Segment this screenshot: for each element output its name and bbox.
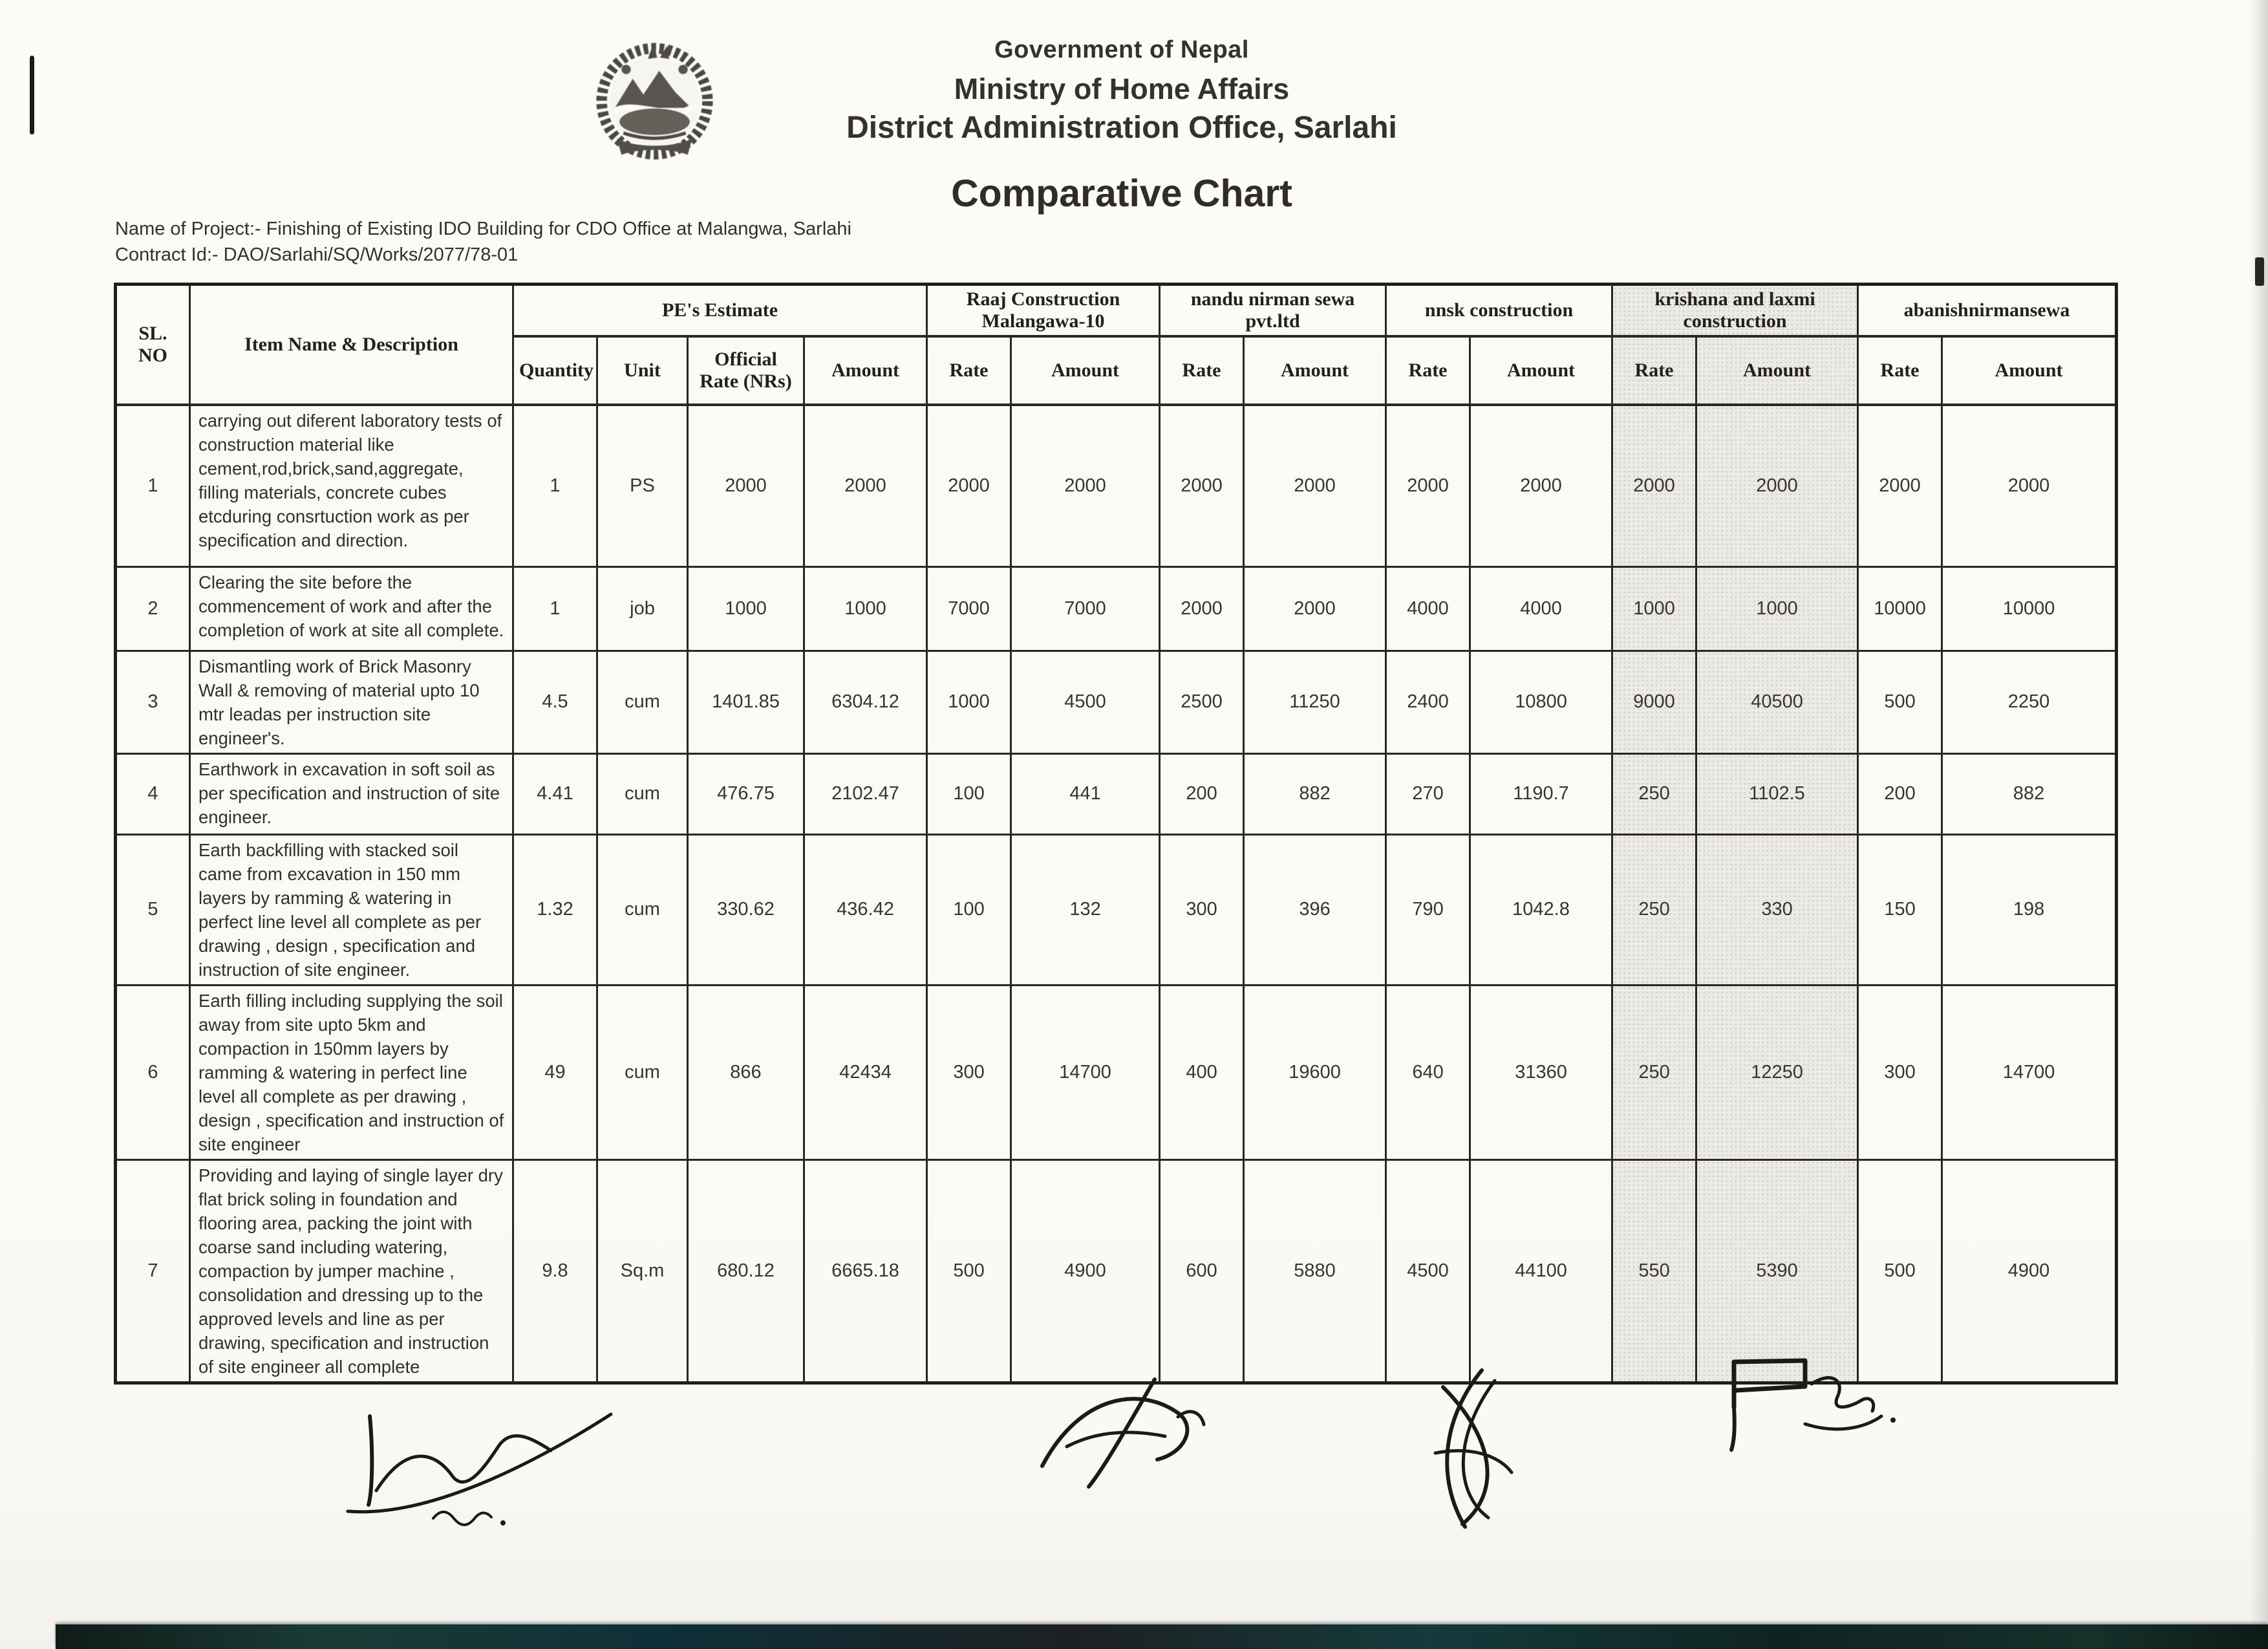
bidder-rate-cell: 250 (1612, 834, 1696, 985)
bidder-header-abanishnirmansewa: abanishnirmansewa (1858, 285, 2117, 337)
bidder-rate-cell: 600 (1160, 1159, 1244, 1383)
bidder-rate-cell: 1000 (1612, 566, 1696, 651)
bidder-amount-cell: 396 (1244, 834, 1386, 985)
bidder-rate-cell: 10000 (1858, 566, 1942, 651)
item-description-cell: Earth filling including supplying the soil away from site upto 5km and compaction in 150mm layers by ramming & watering in perfect line level all complete as per drawing , design , specification and instruction of site engineer (190, 985, 513, 1159)
item-description-cell: carrying out diferent laboratory tests of construction material like cement,rod,brick,sand,aggregate, filling materials, concrete cubes etcduring consrtuction work as per specification and direction. (190, 405, 513, 566)
unit-cell: cum (597, 985, 688, 1159)
comparative-chart-table (114, 283, 2118, 1385)
official-rate-cell: 680.12 (688, 1159, 804, 1383)
quantity-cell: 1 (513, 566, 597, 651)
signature-4 (1707, 1345, 1914, 1474)
bidder-rate-cell: 100 (927, 753, 1011, 834)
scan-artifact-mark (2255, 257, 2264, 286)
bidder-rate-cell: 500 (1858, 1159, 1942, 1383)
table-row (116, 405, 2117, 566)
bidder-amount-cell: 2000 (1696, 405, 1858, 566)
table-row (116, 566, 2117, 651)
bidder-rate-cell: 400 (1160, 985, 1244, 1159)
bidder-amount-cell: 10800 (1470, 651, 1612, 753)
sl-number-cell: 6 (116, 985, 190, 1159)
bidder-amount-cell: 2000 (1942, 405, 2117, 566)
bidder-rate-cell: 2000 (1612, 405, 1696, 566)
official-rate-cell: 330.62 (688, 834, 804, 985)
table-body (116, 405, 2117, 1383)
table-row (116, 985, 2117, 1159)
official-rate-cell: 476.75 (688, 753, 804, 834)
bidder-header-pe-estimate: PE's Estimate (513, 285, 927, 337)
bidder-amount-cell: 5390 (1696, 1159, 1858, 1383)
bidder-amount-cell: 4000 (1470, 566, 1612, 651)
bidder-rate-cell: 200 (1160, 753, 1244, 834)
bidder-amount-cell: 198 (1942, 834, 2117, 985)
quantity-cell: 1.32 (513, 834, 597, 985)
quantity-cell: 4.41 (513, 753, 597, 834)
item-description-cell: Earth backfilling with stacked soil came from excavation in 150 mm layers by ramming & watering in perfect line level all complete as per drawing , design , specification and instruction of site engineer. (190, 834, 513, 985)
col-header-rate: Rate (1858, 336, 1942, 405)
signature-1 (336, 1368, 621, 1529)
col-header-item: Item Name & Description (190, 285, 513, 405)
bidder-amount-cell: 40500 (1696, 651, 1858, 753)
bidder-amount-cell: 882 (1244, 753, 1386, 834)
item-description-cell: Clearing the site before the commencement of work and after the completion of work at site all complete. (190, 566, 513, 651)
bidder-rate-cell: 300 (1160, 834, 1244, 985)
amount-cell: 2102.47 (804, 753, 927, 834)
bidder-rate-cell: 4500 (1386, 1159, 1470, 1383)
bidder-amount-cell: 44100 (1470, 1159, 1612, 1383)
bidder-header-raaj-construction: Raaj Construction Malangawa-10 (927, 285, 1160, 337)
bidder-amount-cell: 2000 (1470, 405, 1612, 566)
bidder-rate-cell: 550 (1612, 1159, 1696, 1383)
bidder-rate-cell: 2500 (1160, 651, 1244, 753)
bidder-rate-cell: 270 (1386, 753, 1470, 834)
bidder-amount-cell: 441 (1011, 753, 1160, 834)
bidder-rate-cell: 2000 (1858, 405, 1942, 566)
col-header-amount: Amount (1244, 336, 1386, 405)
quantity-cell: 9.8 (513, 1159, 597, 1383)
bidder-rate-cell: 1000 (927, 651, 1011, 753)
bidder-amount-cell: 2000 (1011, 405, 1160, 566)
bidder-amount-cell: 14700 (1942, 985, 2117, 1159)
col-header-amount: Amount (1696, 336, 1858, 405)
sl-number-cell: 2 (116, 566, 190, 651)
ministry-line: Ministry of Home Affairs (954, 72, 1290, 105)
bidder-rate-cell: 300 (1858, 985, 1942, 1159)
quantity-cell: 4.5 (513, 651, 597, 753)
bidder-amount-cell: 132 (1011, 834, 1160, 985)
bidder-amount-cell: 1000 (1696, 566, 1858, 651)
unit-cell: Sq.m (597, 1159, 688, 1383)
quantity-cell: 1 (513, 405, 597, 566)
col-header-slno: SL. NO (116, 285, 190, 405)
amount-cell: 42434 (804, 985, 927, 1159)
bidder-amount-cell: 4500 (1011, 651, 1160, 753)
table-row (116, 753, 2117, 834)
col-header-quantity: Quantity (513, 336, 597, 405)
item-description-cell: Earthwork in excavation in soft soil as per specification and instruction of site engineer. (190, 753, 513, 834)
amount-cell: 2000 (804, 405, 927, 566)
sl-number-cell: 4 (116, 753, 190, 834)
amount-cell: 436.42 (804, 834, 927, 985)
amount-cell: 6304.12 (804, 651, 927, 753)
sl-number-cell: 3 (116, 651, 190, 753)
bidder-rate-cell: 100 (927, 834, 1011, 985)
col-header-amount: Amount (1470, 336, 1612, 405)
sl-number-cell: 1 (116, 405, 190, 566)
sl-number-cell: 7 (116, 1159, 190, 1383)
page-title: Comparative Chart (951, 172, 1292, 215)
col-header-amount: Amount (1942, 336, 2117, 405)
bidder-group-row (116, 285, 2117, 337)
bidder-header-nnsk-construction: nnsk construction (1386, 285, 1612, 337)
project-name-line: Name of Project:- Finishing of Existing IDO Building for CDO Office at Malangwa, Sarlahi (115, 219, 851, 239)
bidder-amount-cell: 2000 (1244, 405, 1386, 566)
bidder-amount-cell: 14700 (1011, 985, 1160, 1159)
bidder-rate-cell: 2000 (1386, 405, 1470, 566)
bidder-rate-cell: 2000 (927, 405, 1011, 566)
signature-3 (1403, 1361, 1545, 1542)
official-rate-cell: 2000 (688, 405, 804, 566)
bidder-amount-cell: 12250 (1696, 985, 1858, 1159)
official-rate-cell: 1000 (688, 566, 804, 651)
sl-number-cell: 5 (116, 834, 190, 985)
bidder-header-krishana-laxmi: krishana and laxmi construction (1612, 285, 1858, 337)
bidder-rate-cell: 2400 (1386, 651, 1470, 753)
government-line: Government of Nepal (994, 36, 1249, 63)
bidder-amount-cell: 19600 (1244, 985, 1386, 1159)
bidder-amount-cell: 1102.5 (1696, 753, 1858, 834)
unit-cell: cum (597, 651, 688, 753)
bidder-amount-cell: 330 (1696, 834, 1858, 985)
bidder-rate-cell: 150 (1858, 834, 1942, 985)
col-header-rate: Rate (927, 336, 1011, 405)
bidder-amount-cell: 2250 (1942, 651, 2117, 753)
bidder-amount-cell: 10000 (1942, 566, 2117, 651)
bidder-amount-cell: 7000 (1011, 566, 1160, 651)
bidder-amount-cell: 11250 (1244, 651, 1386, 753)
table-row (116, 834, 2117, 985)
amount-cell: 6665.18 (804, 1159, 927, 1383)
col-header-rate: Rate (1386, 336, 1470, 405)
unit-cell: job (597, 566, 688, 651)
unit-cell: PS (597, 405, 688, 566)
bidder-rate-cell: 790 (1386, 834, 1470, 985)
bidder-rate-cell: 250 (1612, 985, 1696, 1159)
bidder-rate-cell: 2000 (1160, 566, 1244, 651)
bidder-rate-cell: 7000 (927, 566, 1011, 651)
bidder-amount-cell: 4900 (1942, 1159, 2117, 1383)
bidder-amount-cell: 4900 (1011, 1159, 1160, 1383)
office-line: District Administration Office, Sarlahi (846, 111, 1397, 145)
contract-id-line: Contract Id:- DAO/Sarlahi/SQ/Works/2077/78-01 (115, 244, 519, 265)
col-header-rate: Rate (1612, 336, 1696, 405)
quantity-cell: 49 (513, 985, 597, 1159)
item-description-cell: Providing and laying of single layer dry flat brick soling in foundation and flooring area, packing the joint with coarse sand including watering, compaction by jumper machine , consolidation and dressing up to the approved levels and line as per drawing, specification and instruction of site engineer all complete (190, 1159, 513, 1383)
unit-cell: cum (597, 753, 688, 834)
bidder-rate-cell: 640 (1386, 985, 1470, 1159)
bidder-amount-cell: 2000 (1244, 566, 1386, 651)
bidder-rate-cell: 200 (1858, 753, 1942, 834)
bidder-amount-cell: 1190.7 (1470, 753, 1612, 834)
unit-cell: cum (597, 834, 688, 985)
bidder-rate-cell: 500 (927, 1159, 1011, 1383)
bidder-amount-cell: 5880 (1244, 1159, 1386, 1383)
bidder-amount-cell: 882 (1942, 753, 2117, 834)
col-header-unit: Unit (597, 336, 688, 405)
col-header-official-rate: Official Rate (NRs) (688, 336, 804, 405)
bidder-header-nandu-nirman: nandu nirman sewa pvt.ltd (1160, 285, 1386, 337)
scan-edge-shadow (2250, 0, 2268, 1649)
bidder-rate-cell: 9000 (1612, 651, 1696, 753)
bidder-rate-cell: 250 (1612, 753, 1696, 834)
col-header-amount: Amount (1011, 336, 1160, 405)
bidder-amount-cell: 31360 (1470, 985, 1612, 1159)
amount-cell: 1000 (804, 566, 927, 651)
official-rate-cell: 1401.85 (688, 651, 804, 753)
bidder-amount-cell: 1042.8 (1470, 834, 1612, 985)
col-header-amount: Amount (804, 336, 927, 405)
bidder-rate-cell: 500 (1858, 651, 1942, 753)
item-description-cell: Dismantling work of Brick Masonry Wall & removing of material upto 10 mtr leadas per instruction site engineer's. (190, 651, 513, 753)
table-row (116, 651, 2117, 753)
official-rate-cell: 866 (688, 985, 804, 1159)
table-header (116, 285, 2117, 405)
col-header-rate: Rate (1160, 336, 1244, 405)
bidder-rate-cell: 300 (927, 985, 1011, 1159)
signature-2 (1028, 1368, 1228, 1497)
scan-bottom-edge-band (56, 1624, 2268, 1649)
bidder-rate-cell: 4000 (1386, 566, 1470, 651)
bidder-rate-cell: 2000 (1160, 405, 1244, 566)
